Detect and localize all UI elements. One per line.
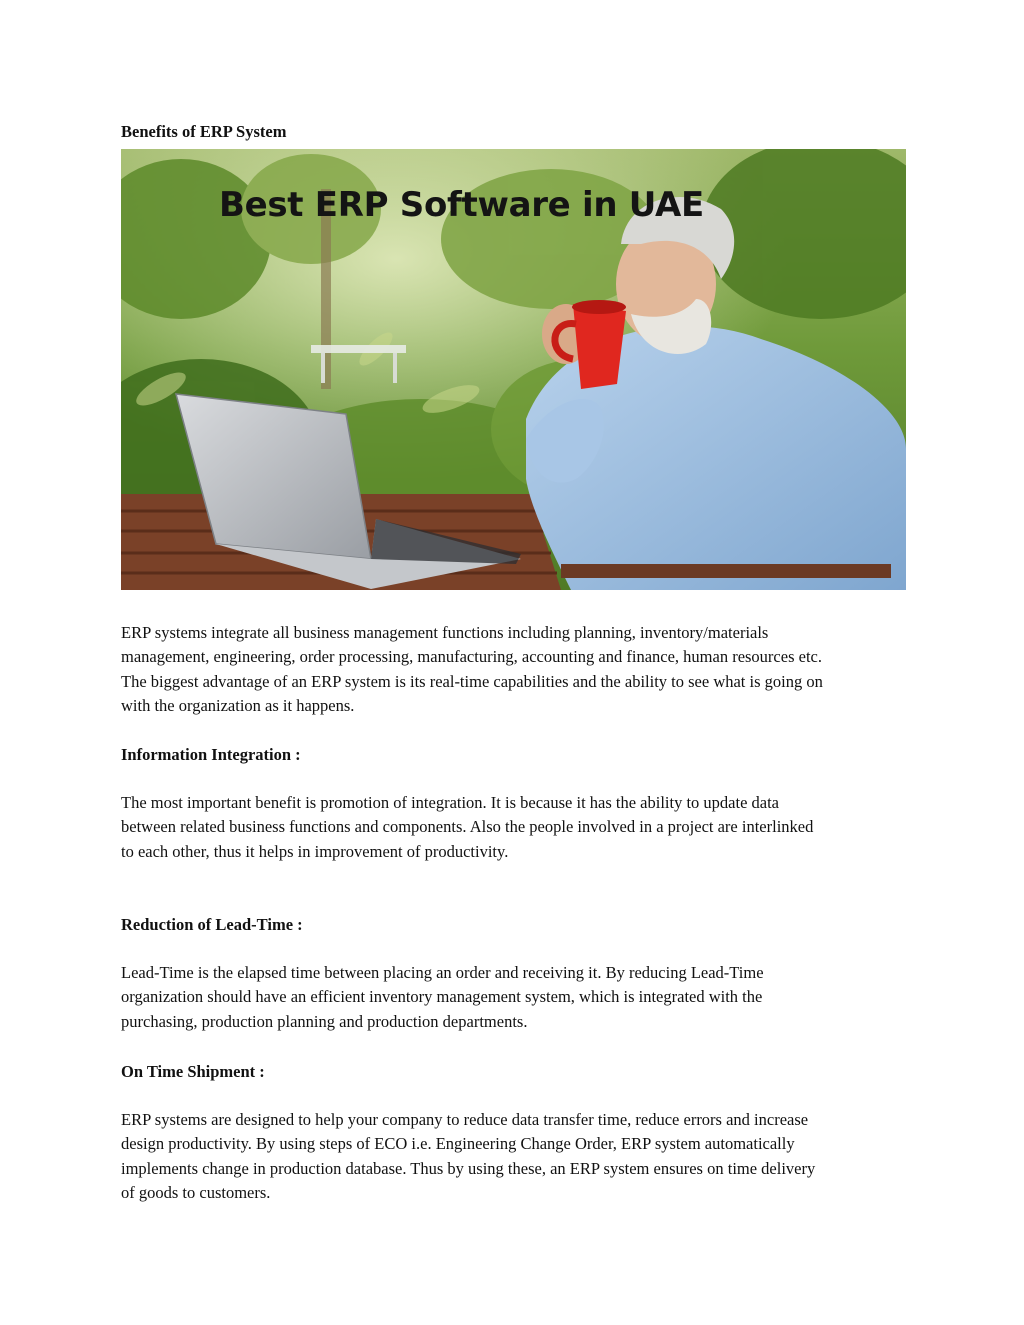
section-heading-on-time-shipment: On Time Shipment : xyxy=(121,1062,265,1081)
section-paragraph-on-time-shipment xyxy=(121,1108,911,1206)
text-line: organization should have an efficient inventory management system, which is integrated with the xyxy=(121,987,763,1007)
text-line: purchasing, production planning and production departments. xyxy=(121,1011,528,1031)
text-line: The biggest advantage of an ERP system is its real-time capabilities and the ability to see what is going on xyxy=(121,671,823,691)
section-paragraph-information-integration xyxy=(121,791,911,864)
text-line: to each other, thus it helps in improvement of productivity. xyxy=(121,841,509,861)
text-line: of goods to customers. xyxy=(121,1183,271,1203)
page-title: Benefits of ERP System xyxy=(121,122,287,141)
text-line: between related business functions and components. Also the people involved in a project are interlinked xyxy=(121,817,814,837)
text-line: with the organization as it happens. xyxy=(121,696,355,716)
section-heading-information-integration: Information Integration : xyxy=(121,745,301,764)
section-paragraph-lead-time xyxy=(121,961,911,1034)
text-line: design productivity. By using steps of ECO i.e. Engineering Change Order, ERP system automatically xyxy=(121,1134,795,1154)
text-line: implements change in production database. Thus by using these, an ERP system ensures on time delivery xyxy=(121,1158,816,1178)
text-line: management, engineering, order processing, manufacturing, accounting and finance, human resources etc. xyxy=(121,647,822,667)
section-heading-lead-time: Reduction of Lead-Time : xyxy=(121,915,303,934)
text-line: Lead-Time is the elapsed time between placing an order and receiving it. By reducing Lead-Time xyxy=(121,963,764,982)
hero-image xyxy=(121,149,906,590)
text-line: ERP systems are designed to help your company to reduce data transfer time, reduce errors and increase xyxy=(121,1110,809,1129)
intro-paragraph xyxy=(121,621,911,719)
hero-caption: Best ERP Software in UAE xyxy=(219,185,704,225)
text-line: The most important benefit is promotion of integration. It is because it has the ability to update data xyxy=(121,793,780,812)
text-line: ERP systems integrate all business management functions including planning, inventory/materials xyxy=(121,623,769,642)
